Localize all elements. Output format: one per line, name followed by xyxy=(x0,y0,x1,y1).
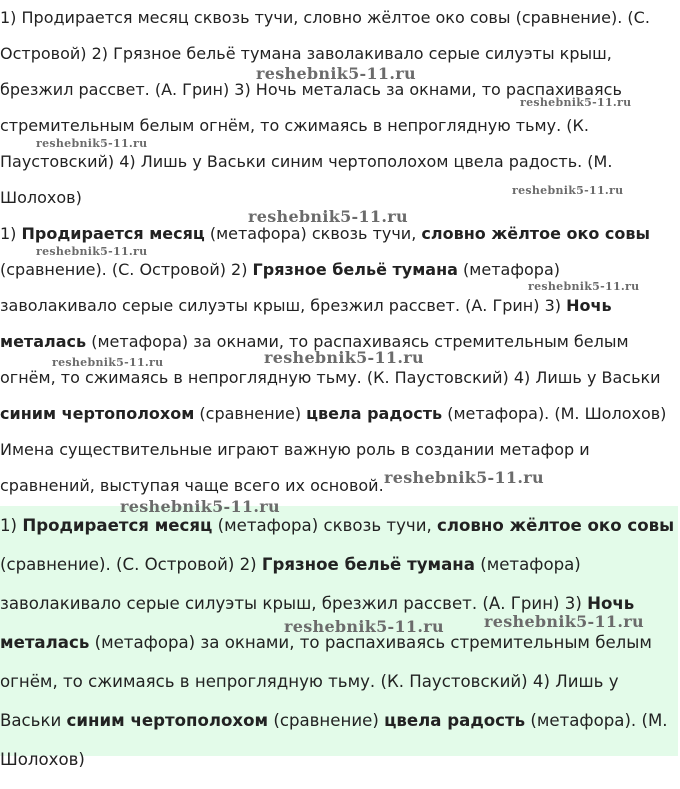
bold-phrase: Продирается месяц xyxy=(22,516,213,535)
text-fragment: (метафора) за окнами, то распахиваясь стремительным белым огнём, то сжимаясь в непроглядную тьму. (К. Паустовский) 4) Лишь у Васьки xyxy=(0,633,652,730)
text-fragment: (сравнение). (С. Островой) 2) xyxy=(0,260,253,279)
text-fragment: 1) xyxy=(0,224,22,243)
watermark-text: reshebnik5-11.ru xyxy=(52,356,164,369)
text-fragment: (сравнение) xyxy=(194,404,307,423)
text-fragment: (сравнение). (С. Островой) 2) xyxy=(0,555,262,574)
watermark-text: reshebnik5-11.ru xyxy=(256,64,416,83)
text-block-original xyxy=(0,0,678,216)
watermark-text: reshebnik5-11.ru xyxy=(484,612,644,631)
watermark-text: reshebnik5-11.ru xyxy=(248,207,408,226)
bold-phrase: Грязное бельё тумана xyxy=(252,260,458,279)
bold-phrase: цвела радость xyxy=(306,404,443,423)
watermark-text: reshebnik5-11.ru xyxy=(264,348,424,367)
text-fragment: (метафора) сквозь тучи, xyxy=(204,224,422,243)
watermark-text: reshebnik5-11.ru xyxy=(120,497,280,516)
text-fragment: (метафора) заволакивало серые силуэты крыш, брезжил рассвет. (А. Грин) 3) xyxy=(0,260,567,315)
bold-phrase: словно жёлтое око совы xyxy=(437,516,675,535)
bold-phrase: синим чертополохом xyxy=(0,404,195,423)
bold-phrase: Продирается месяц xyxy=(21,224,205,243)
watermark-text: reshebnik5-11.ru xyxy=(384,468,544,487)
bold-phrase: словно жёлтое око совы xyxy=(421,224,650,243)
watermark-text: reshebnik5-11.ru xyxy=(528,280,640,293)
watermark-text: reshebnik5-11.ru xyxy=(36,245,148,258)
watermark-text: reshebnik5-11.ru xyxy=(520,96,632,109)
bold-phrase: Ночь металась xyxy=(0,594,635,652)
paragraph-annotated-sentences xyxy=(0,216,678,432)
text-fragment: (метафора) за окнами, то распахиваясь стремительным белым огнём, то сжимаясь в непроглядную тьму. (К. Паустовский) 4) Лишь у Васьки xyxy=(0,332,661,387)
highlighted-answer-block xyxy=(0,506,678,769)
text-block-annotated xyxy=(0,216,678,432)
bold-phrase: Грязное бельё тумана xyxy=(261,555,475,574)
bold-phrase: синим чертополохом xyxy=(66,711,269,730)
text-fragment: (метафора) сквозь тучи, xyxy=(212,516,438,535)
paragraph-highlighted-annotated xyxy=(0,506,678,779)
text-fragment: (сравнение) xyxy=(268,711,385,730)
paragraph-conclusion: Имена существительные играют важную роль в создании метафор и сравнений, выступая чаще всего их основой. xyxy=(0,440,590,495)
watermark-text: reshebnik5-11.ru xyxy=(512,184,624,197)
text-block-conclusion xyxy=(0,432,678,504)
text-fragment: (метафора) заволакивало серые силуэты крыш, брезжил рассвет. (А. Грин) 3) xyxy=(0,555,588,613)
watermark-text: reshebnik5-11.ru xyxy=(36,137,148,150)
text-fragment: (метафора). (М. Шолохов) xyxy=(0,711,668,769)
watermark-text: reshebnik5-11.ru xyxy=(284,617,444,636)
paragraph-original-sentences: 1) Продирается месяц сквозь тучи, словно жёлтое око совы (сравнение). (С. Островой) 2) Грязное бельё тумана заволакивало серые силуэты крыш, брезжил рассвет. (А. Грин) 3) Ночь металась за окнами, то распахиваясь стремительным белым огнём, то сжимаясь в непроглядную тьму. (К. Паустовский) 4) Лишь у Васьки синим чертополохом цвела радость. (М. Шолохов) xyxy=(0,8,650,207)
bold-phrase: Ночь металась xyxy=(0,296,612,351)
text-fragment: (метафора). (М. Шолохов) xyxy=(442,404,667,423)
bold-phrase: цвела радость xyxy=(384,711,526,730)
text-fragment: 1) xyxy=(0,516,23,535)
